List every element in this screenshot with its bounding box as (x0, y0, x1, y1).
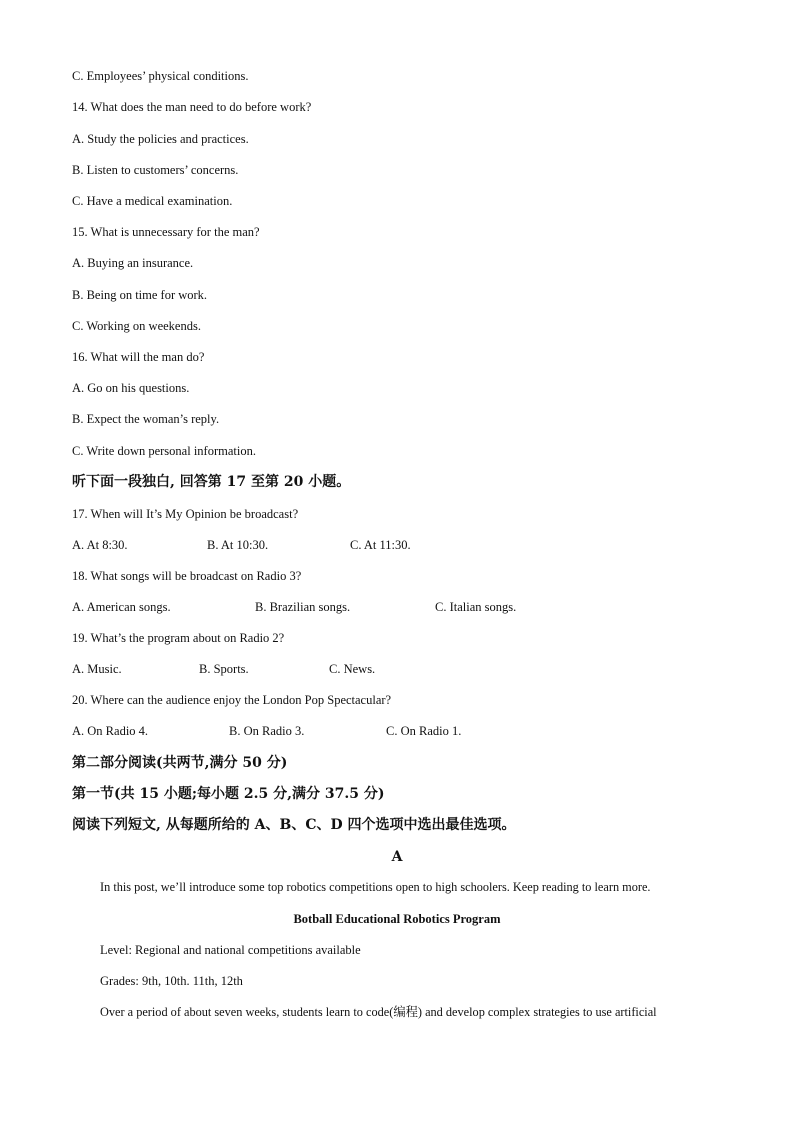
q14-option-b: B. Listen to customers’ concerns. (72, 163, 239, 177)
q17-option-c: C. At 11:30. (350, 538, 411, 552)
q20-option-b: B. On Radio 3. (229, 724, 305, 738)
q16-option-c: C. Write down personal information. (72, 444, 256, 458)
q15-stem: 15. What is unnecessary for the man? (72, 225, 260, 239)
passage-body: Over a period of about seven weeks, students learn to code(编程) and develop complex strategies to use artificial (100, 1005, 657, 1019)
q20-stem: 20. Where can the audience enjoy the London Pop Spectacular? (72, 693, 392, 707)
passage-letter: A (391, 849, 403, 865)
q18-stem: 18. What songs will be broadcast on Radio 3? (72, 569, 302, 583)
program-level: Level: Regional and national competitions available (100, 943, 361, 957)
q19-option-a: A. Music. (72, 662, 122, 676)
q14-option-a: A. Study the policies and practices. (72, 132, 249, 146)
q19-option-b: B. Sports. (199, 662, 249, 676)
q16-stem: 16. What will the man do? (72, 350, 205, 364)
q19-option-c: C. News. (329, 662, 376, 676)
q17-option-b: B. At 10:30. (207, 538, 269, 552)
reading-instruction: 阅读下列短文, 从每题所给的 A、B、C、D 四个选项中选出最佳选项。 (72, 817, 516, 833)
q19-stem: 19. What’s the program about on Radio 2? (72, 631, 285, 645)
q14-stem: 14. What does the man need to do before work? (72, 100, 312, 114)
q13-option-c: C. Employees’ physical conditions. (72, 69, 249, 83)
q14-option-c: C. Have a medical examination. (72, 194, 233, 208)
q16-option-b: B. Expect the woman’s reply. (72, 412, 220, 426)
q15-option-c: C. Working on weekends. (72, 319, 201, 333)
q18-option-c: C. Italian songs. (435, 600, 517, 614)
q20-option-c: C. On Radio 1. (386, 724, 462, 738)
q17-stem: 17. When will It’s My Opinion be broadcast? (72, 507, 299, 521)
q16-option-a: A. Go on his questions. (72, 381, 190, 395)
section-monologue-heading: 听下面一段独白, 回答第 17 至第 20 小题。 (72, 474, 351, 490)
section1-title: 第一节(共 15 小题;每小题 2.5 分,满分 37.5 分) (72, 786, 385, 802)
q15-option-b: B. Being on time for work. (72, 288, 208, 302)
q17-option-a: A. At 8:30. (72, 538, 128, 552)
q20-option-a: A. On Radio 4. (72, 724, 149, 738)
q15-option-a: A. Buying an insurance. (72, 256, 194, 270)
program-grades: Grades: 9th, 10th. 11th, 12th (100, 974, 243, 988)
part2-title: 第二部分阅读(共两节,满分 50 分) (72, 755, 288, 771)
passage-intro: In this post, we’ll introduce some top robotics competitions open to high schoolers. Keep reading to learn more. (100, 880, 651, 894)
q18-option-a: A. American songs. (72, 600, 171, 614)
program-title: Botball Educational Robotics Program (293, 912, 501, 926)
q18-option-b: B. Brazilian songs. (255, 600, 351, 614)
